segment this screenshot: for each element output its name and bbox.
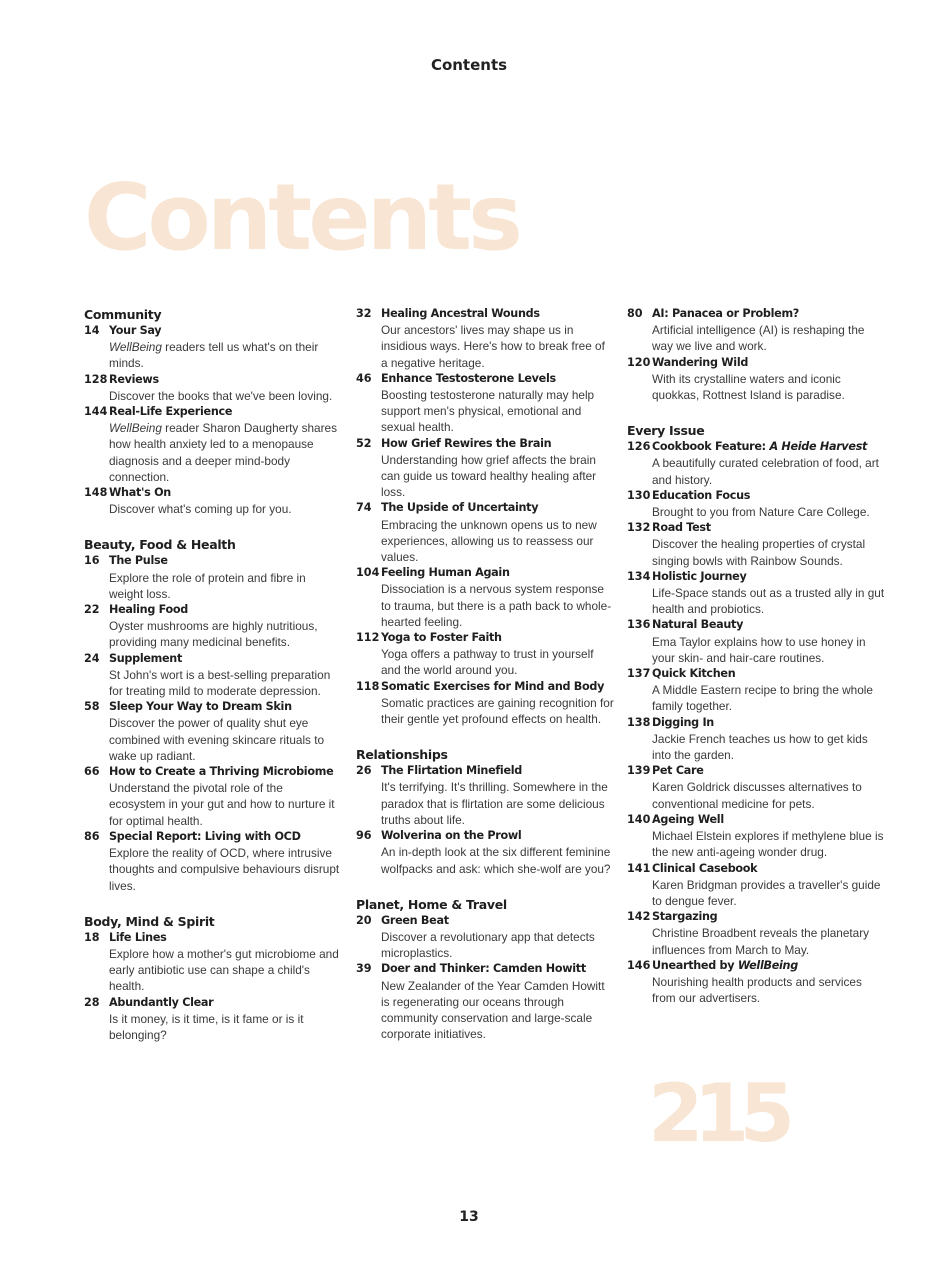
toc-entry[interactable] (84, 699, 340, 764)
entry-description-text: Discover the healing properties of crystal singing bowls with Rainbow Sounds. (652, 537, 866, 568)
toc-entry[interactable] (84, 995, 340, 1044)
entry-description-text: Oyster mushrooms are highly nutritious, providing many medicinal benefits. (109, 619, 318, 650)
entry-title (381, 763, 614, 779)
entry-body (652, 520, 887, 569)
entry-title (652, 909, 887, 925)
entry-body (109, 651, 340, 700)
section-heading: Planet, Home & Travel (356, 896, 507, 912)
entry-page-number: 138 (627, 715, 651, 729)
entry-body (652, 306, 887, 355)
entry-title-text: Unearthed by (652, 958, 738, 972)
entry-title-text: Ageing Well (652, 812, 724, 826)
section-heading: Relationships (356, 747, 448, 763)
entry-body (652, 861, 887, 910)
entry-title (381, 436, 614, 452)
toc-entry[interactable] (627, 439, 887, 488)
entry-title (652, 958, 887, 974)
section-heading: Every Issue (627, 423, 705, 439)
entry-description-text: Explore how a mother's gut microbiome and early antibiotic use can shape a child's health. (109, 946, 339, 994)
entry-description (652, 731, 887, 763)
entry-title-text: Feeling Human Again (381, 566, 510, 580)
entry-page-number: 96 (356, 829, 372, 843)
toc-entry[interactable] (627, 488, 887, 520)
entry-body (109, 323, 340, 372)
toc-entry[interactable] (84, 829, 340, 894)
entry-description (381, 387, 614, 436)
entry-page-number: 139 (627, 764, 651, 778)
entry-description-text: Explore the role of protein and fibre in weight loss. (109, 570, 306, 601)
entry-description-text: Discover the power of quality shut eye combined with evening skincare rituals to wake up radiant. (109, 716, 325, 763)
entry-page-number: 118 (356, 679, 380, 693)
entry-body (652, 569, 887, 618)
toc-entry[interactable] (356, 630, 614, 679)
toc-entry[interactable] (627, 861, 887, 910)
entry-description (652, 536, 887, 568)
toc-entry[interactable] (627, 812, 887, 861)
entry-description (652, 322, 887, 354)
entry-page-number: 112 (356, 631, 380, 645)
entry-description (652, 682, 887, 714)
entry-body (652, 909, 887, 958)
entry-body (381, 763, 614, 828)
entry-title-italic: A Heide Harvest (769, 440, 868, 454)
entry-page-number: 137 (627, 667, 651, 681)
entry-description-text: Christine Broadbent reveals the planetary influences from March to May. (652, 926, 870, 957)
toc-entry[interactable] (84, 553, 340, 602)
entry-page-number: 134 (627, 569, 651, 583)
entry-title-text: Enhance Testosterone Levels (381, 371, 556, 385)
page-number: 13 (459, 1209, 479, 1225)
entry-description-text: Somatic practices are gaining recognition for their gentle yet profound effects on health. (381, 695, 614, 727)
toc-entry[interactable] (627, 355, 887, 404)
entry-description-text: Dissociation is a nervous system response to trauma, but there is a path back to whole-hearted feeling. (381, 582, 612, 629)
entry-body (652, 439, 887, 488)
page-title: Contents (84, 164, 519, 271)
entry-body (109, 553, 340, 602)
entry-title (652, 488, 887, 504)
entry-description (109, 780, 340, 829)
entry-description-text: Discover the books that we've been loving. (109, 388, 333, 403)
entry-description (652, 455, 887, 487)
entry-title (381, 679, 614, 695)
entry-title (109, 553, 340, 569)
toc-entry[interactable] (84, 323, 340, 372)
entry-page-number: 18 (84, 930, 100, 944)
entry-page-number: 26 (356, 764, 372, 778)
entry-description-text: readers tell us what's on their minds. (109, 340, 319, 371)
entry-page-number: 130 (627, 488, 651, 502)
toc-entry[interactable] (84, 485, 340, 517)
entry-page-number: 14 (84, 324, 100, 337)
entry-body (381, 630, 614, 679)
entry-title (652, 715, 887, 731)
entry-description (652, 877, 887, 909)
entry-title-text: Abundantly Clear (109, 995, 214, 1009)
entry-description (109, 570, 340, 602)
entry-body (381, 371, 614, 436)
entry-description-text: A beautifully curated celebration of food, art and history. (652, 456, 879, 487)
entry-title (652, 666, 887, 682)
toc-entry[interactable] (356, 679, 614, 728)
entry-description-text: Understanding how grief affects the brain can guide us toward healthy healing after loss. (381, 452, 597, 500)
entry-body (652, 488, 887, 520)
entry-page-number: 80 (627, 307, 643, 320)
entry-page-number: 24 (84, 651, 100, 665)
entry-page-number: 144 (84, 405, 108, 419)
entry-description-text: Our ancestors' lives may shape us in insidious ways. Here's how to break free of a negative heritage. (381, 323, 605, 370)
toc-section (356, 896, 614, 1043)
contents-column-3 (627, 306, 887, 1025)
entry-title-text: Wandering Wild (652, 355, 749, 369)
entry-description-text: Understand the pivotal role of the ecosystem in your gut and how to nurture it for optimal health. (109, 781, 335, 828)
entry-description-text: With its crystalline waters and iconic quokkas, Rottnest Island is paradise. (652, 371, 845, 403)
entry-title (381, 630, 614, 646)
entry-page-number: 46 (356, 371, 372, 385)
entry-title-text: What's On (109, 486, 171, 500)
entry-body (381, 913, 614, 962)
toc-section (627, 422, 887, 1006)
entry-description-text: Discover what's coming up for you. (109, 502, 292, 517)
toc-section (84, 306, 340, 517)
entry-page-number: 126 (627, 440, 651, 454)
entry-body (652, 355, 887, 404)
entry-title-text: Life Lines (109, 930, 167, 944)
entry-description-text: Nourishing health products and services from our advertisers. (652, 974, 862, 1006)
toc-entry[interactable] (627, 617, 887, 666)
entry-body (652, 666, 887, 715)
entry-body (109, 699, 340, 764)
toc-entry[interactable] (627, 666, 887, 715)
entry-description (109, 845, 340, 894)
entry-title (109, 602, 340, 618)
section-heading: Body, Mind & Spirit (84, 913, 215, 929)
entry-title (652, 355, 887, 371)
entry-description (109, 339, 340, 371)
toc-entry[interactable] (356, 913, 614, 962)
entry-body (381, 436, 614, 501)
entry-page-number: 39 (356, 962, 372, 976)
entry-title-text: The Upside of Uncertainty (381, 501, 539, 515)
toc-entry[interactable] (627, 520, 887, 569)
entry-title (652, 812, 887, 828)
toc-entry[interactable] (627, 763, 887, 812)
entry-title-text: The Flirtation Minefield (381, 764, 522, 778)
entry-body (381, 306, 614, 371)
entry-description (109, 501, 340, 517)
entry-title (381, 828, 614, 844)
entry-description (652, 504, 887, 520)
entry-title-text: Clinical Casebook (652, 861, 758, 875)
entry-description-text: Explore the reality of OCD, where intrusive thoughts and compulsive behaviours disrupt lives. (109, 846, 340, 893)
entry-title (652, 569, 887, 585)
entry-title-italic: WellBeing (737, 958, 798, 972)
entry-page-number: 136 (627, 618, 651, 632)
entry-title (652, 439, 887, 455)
entry-description (381, 517, 614, 566)
entry-description-text: reader Sharon Daugherty shares how health anxiety led to a menopause diagnosis and a deeper mind-body connection. (109, 421, 337, 484)
toc-entry[interactable] (84, 930, 340, 995)
entry-body (381, 565, 614, 630)
toc-entry[interactable] (627, 569, 887, 618)
toc-section (356, 306, 614, 727)
entry-title-text: Quick Kitchen (652, 667, 736, 681)
entry-description (652, 925, 887, 957)
entry-title-text: Stargazing (652, 910, 718, 924)
toc-entry[interactable] (84, 764, 340, 829)
toc-entry[interactable] (84, 404, 340, 485)
entry-title-text: Healing Food (109, 603, 189, 617)
entry-page-number: 66 (84, 765, 100, 779)
entry-title (652, 617, 887, 633)
entry-title (381, 500, 614, 516)
entry-description (109, 420, 340, 485)
entry-description-text: New Zealander of the Year Camden Howitt is regenerating our oceans through community conservation and large-scale corporate initiatives. (381, 978, 605, 1042)
entry-body (109, 602, 340, 651)
entry-title (381, 565, 614, 581)
section-heading: Beauty, Food & Health (84, 537, 236, 553)
entry-description-text: A Middle Eastern recipe to bring the whole family together. (652, 683, 873, 714)
entry-description-lead: WellBeing (109, 421, 162, 436)
entry-description (381, 322, 614, 371)
entry-title-text: Digging In (652, 715, 714, 729)
entry-body (381, 500, 614, 565)
entry-page-number: 16 (84, 554, 100, 568)
entry-page-number: 58 (84, 700, 100, 714)
entry-title (652, 861, 887, 877)
entry-title-text: The Pulse (109, 554, 168, 568)
entry-title-text: Real-Life Experience (109, 405, 233, 419)
entry-description (109, 715, 340, 764)
entry-description (109, 946, 340, 995)
entry-description (652, 974, 887, 1006)
entry-description-text: Michael Elstein explores if methylene blue is the new anti-ageing wonder drug. (652, 829, 884, 860)
entry-title-text: Road Test (652, 521, 711, 535)
entry-title (109, 323, 340, 339)
entry-description (109, 1011, 340, 1043)
entry-page-number: 142 (627, 910, 651, 924)
entry-body (652, 958, 887, 1007)
contents-column-1 (84, 306, 340, 1062)
entry-description (652, 371, 887, 403)
entry-title-text: How to Create a Thriving Microbiome (109, 765, 334, 779)
entry-title (652, 763, 887, 779)
entry-body (652, 715, 887, 764)
entry-body (652, 763, 887, 812)
toc-section (356, 746, 614, 876)
entry-description-text: Yoga offers a pathway to trust in yourself and the world around you. (381, 647, 594, 678)
entry-description-text: Is it money, is it time, is it fame or is it belonging? (109, 1011, 304, 1042)
entry-body (652, 617, 887, 666)
entry-body (109, 372, 340, 404)
contents-column-2 (356, 306, 614, 1061)
entry-description-text: It's terrifying. It's thrilling. Somewhere in the paradox that is flirtation are some delicious truths about life. (381, 780, 608, 827)
toc-entry[interactable] (356, 961, 614, 1042)
entry-body (381, 961, 614, 1042)
entry-title-text: Doer and Thinker: Camden Howitt (381, 962, 586, 976)
toc-section (627, 306, 887, 403)
entry-title (109, 764, 340, 780)
entry-description (381, 452, 614, 501)
entry-title-text: Supplement (109, 651, 183, 665)
entry-description-lead: WellBeing (109, 340, 162, 355)
entry-page-number: 28 (84, 995, 100, 1009)
entry-title (109, 995, 340, 1011)
entry-page-number: 140 (627, 812, 651, 826)
toc-entry[interactable] (356, 306, 614, 371)
toc-entry[interactable] (84, 651, 340, 700)
entry-page-number: 86 (84, 829, 100, 843)
entry-page-number: 146 (627, 958, 651, 972)
entry-title-text: Somatic Exercises for Mind and Body (381, 679, 605, 693)
entry-title (652, 306, 887, 322)
toc-entry[interactable] (84, 602, 340, 651)
entry-page-number: 128 (84, 372, 108, 386)
entry-description (652, 634, 887, 666)
entry-body (381, 679, 614, 728)
entry-page-number: 148 (84, 486, 108, 500)
entry-title-text: Special Report: Living with OCD (109, 829, 301, 843)
entry-description (381, 581, 614, 630)
entry-title (381, 371, 614, 387)
toc-entry[interactable] (356, 565, 614, 630)
entry-page-number: 141 (627, 861, 651, 875)
entry-title-text: Education Focus (652, 488, 751, 502)
entry-body (381, 828, 614, 877)
entry-description (109, 388, 340, 404)
entry-page-number: 32 (356, 307, 372, 320)
section-heading: Community (84, 307, 162, 322)
entry-title-text: Yoga to Foster Faith (381, 631, 502, 645)
entry-description-text: Boosting testosterone naturally may help support men's physical, emotional and sexual health. (381, 388, 595, 435)
entry-description-text: Artificial intelligence (AI) is reshaping the way we live and work. (652, 323, 865, 354)
entry-title-text: Holistic Journey (652, 569, 747, 583)
entry-title (109, 404, 340, 420)
entry-description (381, 646, 614, 678)
entry-description-text: Karen Bridgman provides a traveller's guide to dengue fever. (652, 877, 881, 908)
toc-entry[interactable] (84, 372, 340, 404)
entry-page-number: 74 (356, 501, 372, 515)
entry-description-text: An in-depth look at the six different feminine wolfpacks and ask: which she-wolf are you? (381, 845, 611, 876)
entry-title-text: How Grief Rewires the Brain (381, 436, 552, 450)
entry-title-text: Your Say (109, 324, 162, 337)
entry-body (109, 829, 340, 894)
entry-page-number: 120 (627, 355, 651, 369)
entry-description-text: Karen Goldrick discusses alternatives to conventional medicine for pets. (652, 780, 862, 811)
entry-title (381, 306, 614, 322)
entry-title (381, 961, 614, 977)
toc-entry[interactable] (627, 909, 887, 958)
entry-description-text: St John's wort is a best-selling preparation for treating mild to moderate depression. (109, 667, 331, 699)
entry-title (109, 485, 340, 501)
toc-section (84, 536, 340, 893)
entry-description (652, 585, 887, 617)
entry-title (109, 930, 340, 946)
entry-title (381, 913, 614, 929)
toc-section (84, 913, 340, 1043)
entry-description (381, 978, 614, 1043)
entry-body (109, 930, 340, 995)
entry-description-text: Jackie French teaches us how to get kids into the garden. (652, 731, 868, 763)
entry-title-text: Cookbook Feature: (652, 440, 770, 454)
entry-body (109, 995, 340, 1044)
toc-entry[interactable] (627, 715, 887, 764)
entry-title-text: Sleep Your Way to Dream Skin (109, 700, 292, 714)
running-header: Contents (430, 56, 508, 74)
entry-description (381, 695, 614, 727)
entry-title-text: Natural Beauty (652, 618, 744, 632)
entry-page-number: 104 (356, 566, 380, 580)
toc-entry[interactable] (627, 306, 887, 355)
entry-description-text: Ema Taylor explains how to use honey in your skin- and hair-care routines. (652, 634, 866, 665)
entry-description (381, 779, 614, 828)
issue-number: 215 (648, 1067, 785, 1160)
entry-description-text: Life-Space stands out as a trusted ally in gut health and probiotics. (652, 586, 885, 617)
entry-description (381, 929, 614, 961)
toc-entry[interactable] (356, 371, 614, 436)
entry-title-text: Reviews (109, 372, 159, 386)
entry-description (109, 667, 340, 699)
toc-entry[interactable] (627, 958, 887, 1007)
entry-description (652, 779, 887, 811)
entry-body (109, 764, 340, 829)
entry-title-text: Pet Care (652, 764, 704, 778)
entry-body (109, 404, 340, 485)
entry-description-text: Brought to you from Nature Care College. (652, 505, 870, 520)
entry-description-text: Discover a revolutionary app that detects microplastics. (381, 929, 595, 961)
entry-title (109, 651, 340, 667)
entry-page-number: 22 (84, 603, 100, 617)
entry-body (109, 485, 340, 517)
entry-description-text: Embracing the unknown opens us to new experiences, allowing us to reassess our values. (381, 517, 597, 565)
entry-title-text: AI: Panacea or Problem? (652, 307, 799, 320)
entry-title (109, 699, 340, 715)
entry-title (109, 372, 340, 388)
entry-title (652, 520, 887, 536)
toc-entry[interactable] (356, 436, 614, 501)
entry-title-text: Wolverina on the Prowl (381, 829, 522, 843)
entry-page-number: 52 (356, 436, 372, 450)
entry-title-text: Healing Ancestral Wounds (381, 307, 540, 320)
toc-entry[interactable] (356, 763, 614, 828)
entry-description (109, 618, 340, 650)
entry-page-number: 132 (627, 521, 651, 535)
entry-description (381, 844, 614, 876)
entry-body (652, 812, 887, 861)
toc-entry[interactable] (356, 828, 614, 877)
entry-description (652, 828, 887, 860)
toc-entry[interactable] (356, 500, 614, 565)
entry-page-number: 20 (356, 913, 372, 927)
entry-title (109, 829, 340, 845)
entry-title-text: Green Beat (381, 913, 449, 927)
